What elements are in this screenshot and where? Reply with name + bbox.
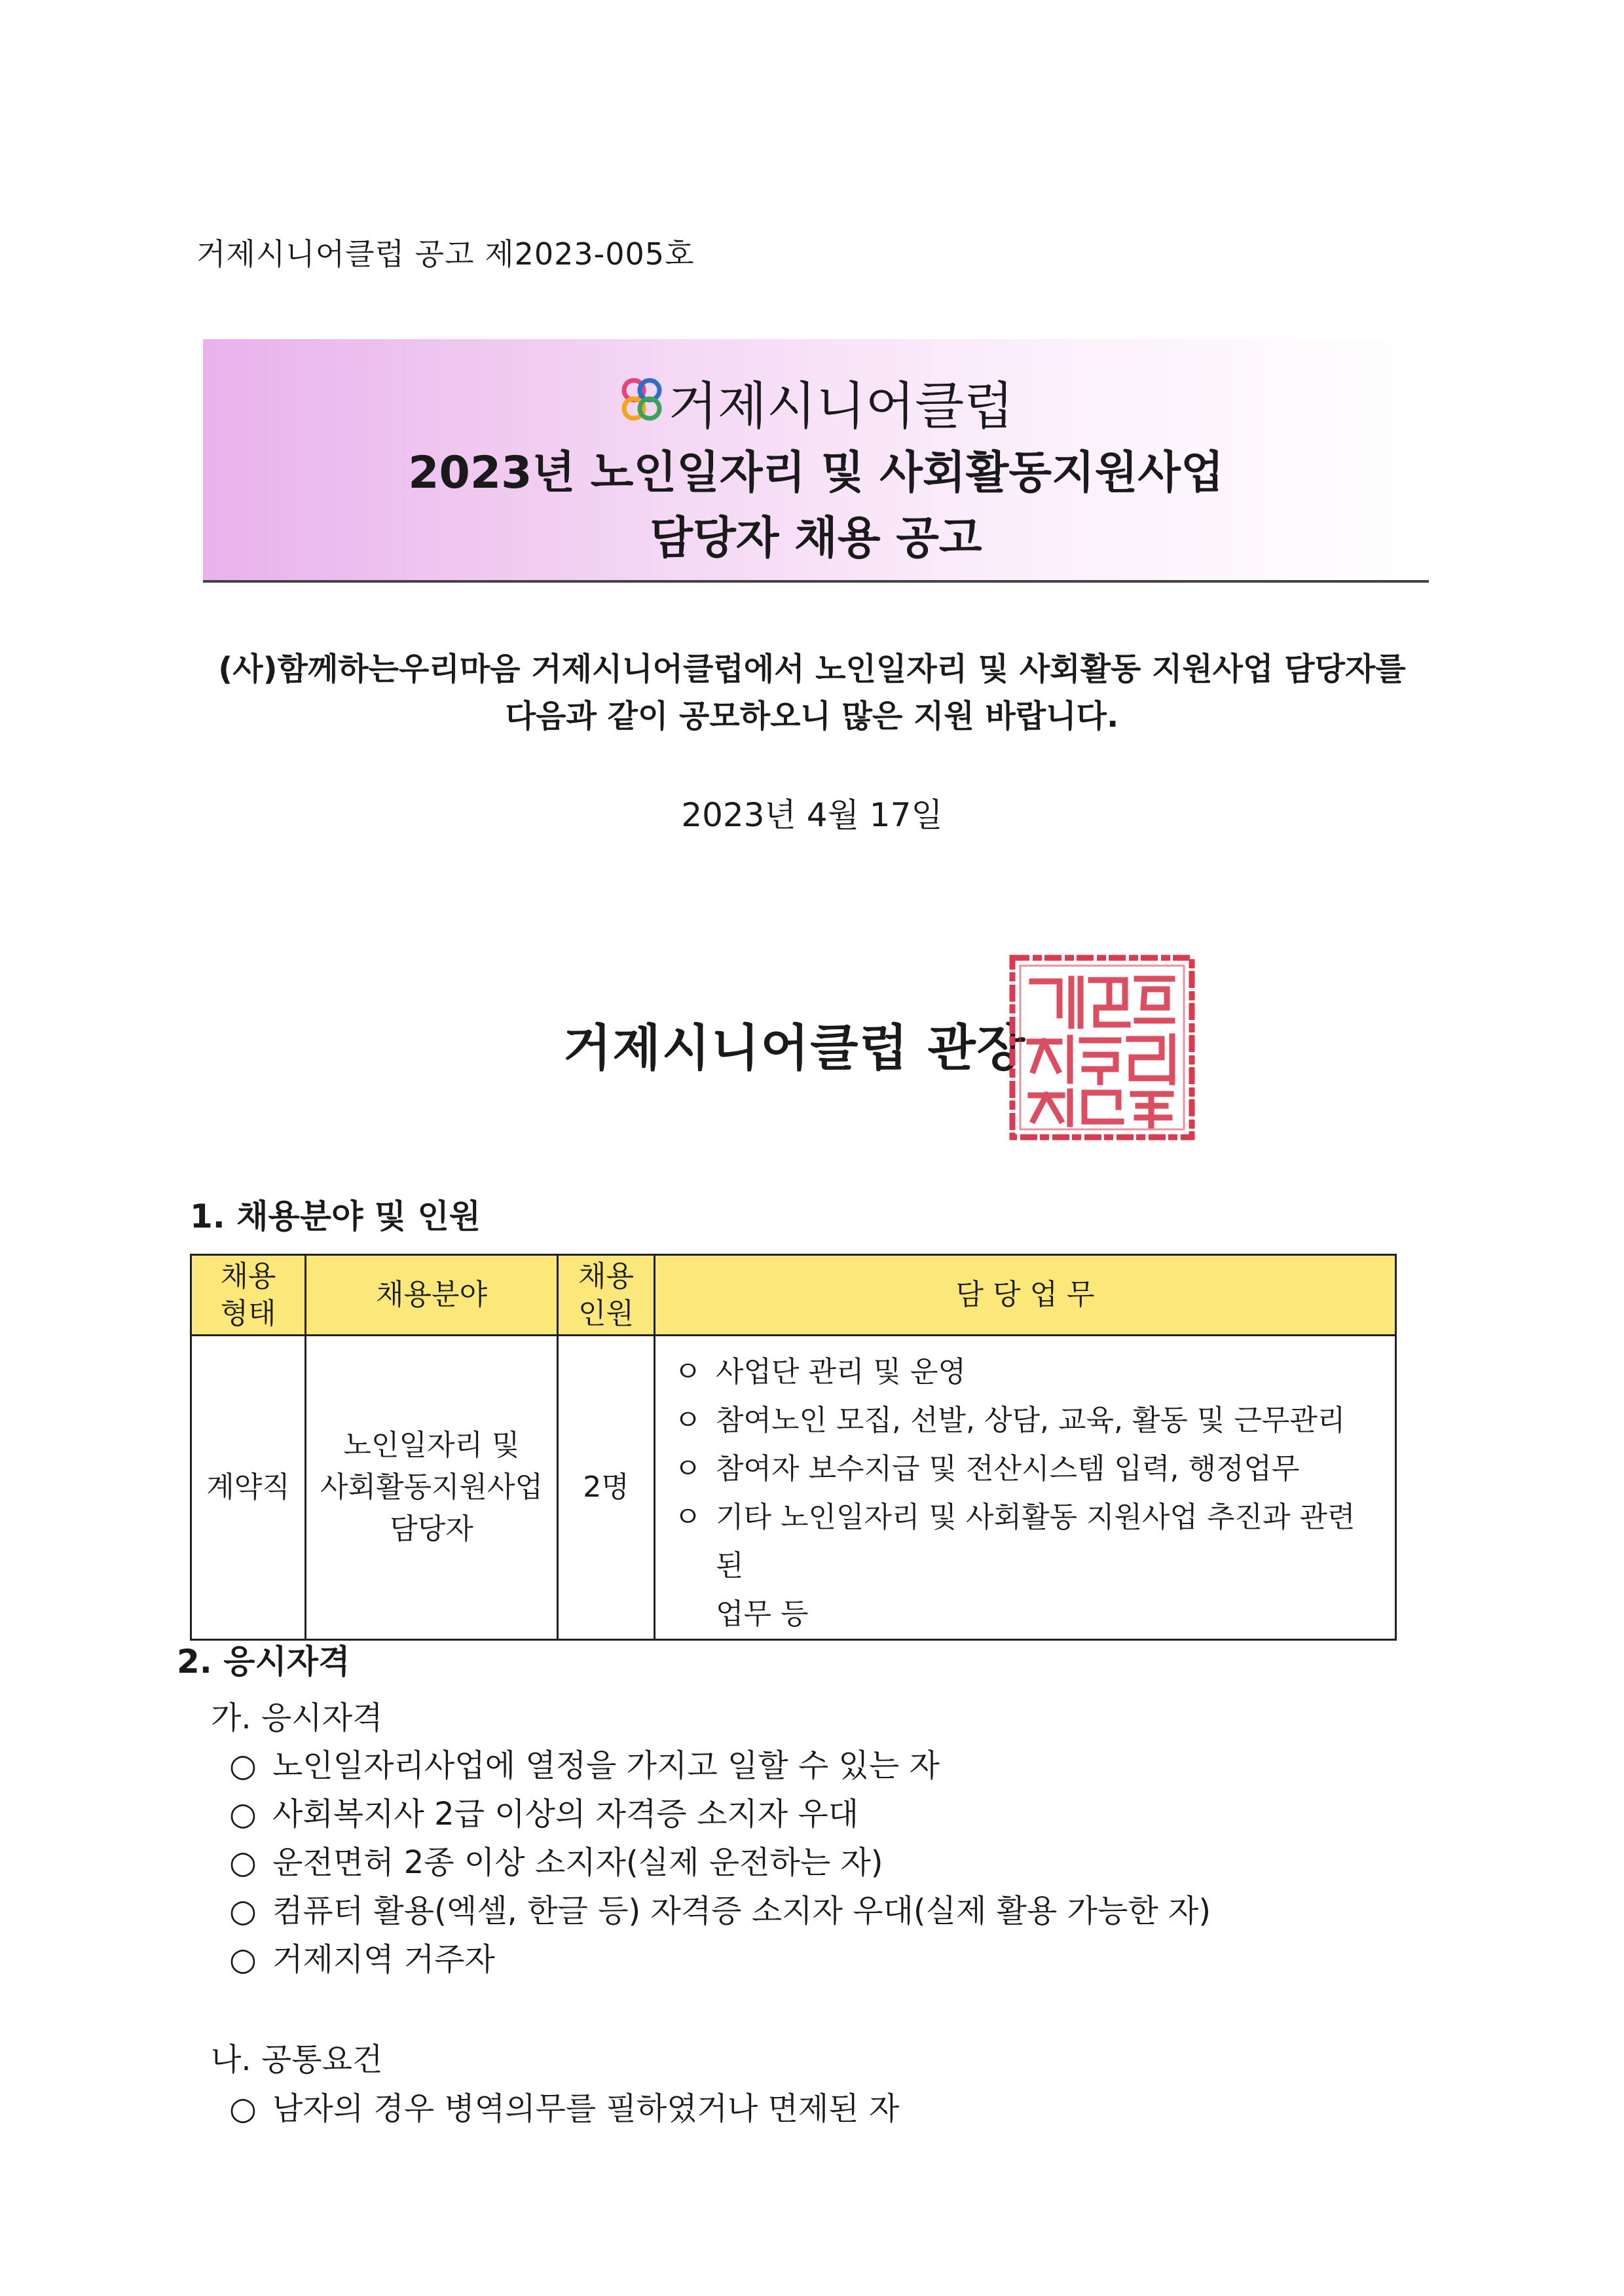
- duty-bullet: ㅇ: [674, 1355, 702, 1389]
- director-name: 거제시니어클럽 관장: [563, 1019, 1027, 1077]
- posting-date: 2023년 4월 17일: [681, 796, 943, 834]
- list-item: [229, 1741, 1211, 1790]
- list-item-text: 사회복지사 2급 이상의 자격증 소지자 우대: [272, 1796, 859, 1832]
- table-row: [191, 1336, 1396, 1640]
- section1-heading: 1. 채용분야 및 인원: [190, 1197, 481, 1235]
- subsection-common-requirements-heading: 나. 공통요건: [211, 2041, 383, 2078]
- list-item: [229, 2085, 899, 2133]
- list-item: [229, 1790, 1211, 1838]
- duty-bullet: ㅇ: [674, 1501, 702, 1534]
- title-banner: [203, 339, 1429, 583]
- circle-bullet-icon: ○: [229, 1941, 257, 1978]
- duty-text: 참여노인 모집, 선발, 상담, 교육, 활동 및 근무관리: [716, 1404, 1346, 1437]
- duty-text: 기타 노인일자리 및 사회활동 지원사업 추진과 관련된 업무 등: [716, 1501, 1356, 1631]
- intro-line1: (사)함께하는우리마음 거제시니어클럽에서 노인일자리 및 사회활동 지원사업 담당자를: [218, 651, 1406, 687]
- duty-item: [674, 1493, 1382, 1639]
- header-recruit-count: 채용 인원: [558, 1255, 655, 1336]
- list-item-text: 컴퓨터 활용(엑셀, 한글 등) 자격증 소지자 우대(실제 활용 가능한 자): [272, 1893, 1211, 1929]
- list-item: [229, 1838, 1211, 1887]
- header-recruit-field: 채용분야: [306, 1255, 558, 1336]
- circle-bullet-icon: ○: [229, 1893, 257, 1929]
- header-duties: 담 당 업 무: [655, 1255, 1396, 1336]
- table-header-row: [191, 1255, 1396, 1336]
- header-employment-type: 채용 형태: [191, 1255, 306, 1336]
- subsection-qualifications-heading: 가. 응시자격: [211, 1700, 383, 1736]
- notice-number: 거제시니어클럽 공고 제2023-005호: [196, 236, 695, 272]
- duty-text: 참여자 보수지급 및 전산시스템 입력, 행정업무: [716, 1452, 1300, 1485]
- cell-recruit-field: 노인일자리 및 사회활동지원사업 담당자: [306, 1336, 558, 1640]
- official-seal: [1007, 953, 1197, 1145]
- cell-employment-type: 계약직: [191, 1336, 306, 1640]
- cell-recruit-count: 2명: [558, 1336, 655, 1640]
- circle-bullet-icon: ○: [229, 1796, 257, 1832]
- duty-text: 사업단 관리 및 운영: [716, 1355, 966, 1389]
- duty-bullet: ㅇ: [674, 1404, 702, 1437]
- list-item-text: 운전면허 2종 이상 소지자(실제 운전하는 자): [272, 1844, 883, 1881]
- banner-title-line3: 담당자 채용 공고: [650, 513, 982, 564]
- qualification-list: [229, 1741, 1211, 1984]
- list-item-text: 남자의 경우 병역의무를 필하였거나 면제된 자: [272, 2090, 900, 2127]
- recruitment-table: [190, 1254, 1397, 1641]
- list-item: [229, 1887, 1211, 1935]
- circle-bullet-icon: ○: [229, 1747, 257, 1784]
- list-item-text: 거제지역 거주자: [272, 1941, 495, 1978]
- duty-item: [674, 1396, 1382, 1445]
- banner-org-row: [203, 365, 1429, 439]
- duty-bullet: ㅇ: [674, 1452, 702, 1485]
- banner-org-name: 거제시니어클럽: [668, 377, 1014, 436]
- circle-bullet-icon: ○: [229, 1844, 257, 1881]
- duty-item: [674, 1445, 1382, 1493]
- circle-bullet-icon: ○: [229, 2090, 257, 2127]
- list-item-text: 노인일자리사업에 열정을 가지고 일할 수 있는 자: [272, 1747, 940, 1784]
- cloverleaf-logo-icon: [618, 376, 665, 435]
- intro-line2: 다음과 같이 공모하오니 많은 지원 바랍니다.: [505, 698, 1119, 735]
- cell-duties: [655, 1336, 1396, 1640]
- section2-heading: 2. 응시자격: [177, 1643, 350, 1681]
- duty-item: [674, 1348, 1382, 1396]
- list-item: [229, 1935, 1211, 1984]
- banner-title-line2: 2023년 노인일자리 및 사회활동지원사업: [408, 447, 1224, 499]
- common-requirements-list: [229, 2085, 899, 2133]
